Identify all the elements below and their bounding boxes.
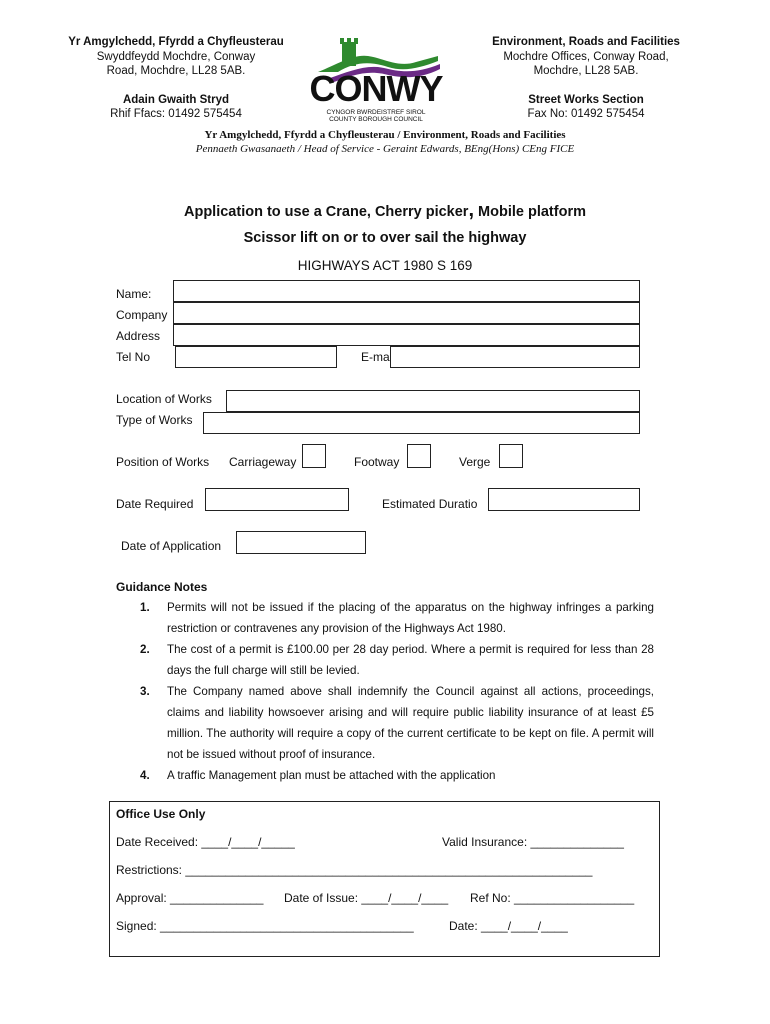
office-date-field[interactable]: Date: ____/____/____ [449,919,568,933]
form-title [0,199,770,222]
header-left-section: Adain Gwaith Stryd [122,93,230,106]
name-input[interactable] [173,280,640,302]
duration-label: Estimated Duratio [382,497,478,511]
type-label: Type of Works [116,413,193,427]
signed-field[interactable]: Signed: ______________________________________ [116,919,414,933]
header-left [60,35,292,122]
email-input[interactable] [390,346,640,368]
guidance-item-3: The Company named above shall indemnify the Council against all actions, proceedings, claims and liability howsoever arising and will require public liability insurance of at least £5 million. The authority will require a copy of the current certificate to be kept on file. A permit will not be issued without proof of insurance. [167,685,654,761]
verge-label: Verge [459,455,491,469]
date-application-label: Date of Application [121,539,222,553]
date-required-label: Date Required [116,497,194,511]
date-received-field[interactable]: Date Received: ____/____/_____ [116,835,295,849]
footway-checkbox[interactable] [407,444,431,468]
location-input[interactable] [226,390,640,412]
guidance-item-1: Permits will not be issued if the placing of the apparatus on the highway infringes a parking restriction or contravenes any provision of the Highways Act 1980. [167,601,654,635]
verge-checkbox[interactable] [499,444,523,468]
date-application-input[interactable] [236,531,366,554]
form-subtitle: Scissor lift on or to over sail the highway [243,230,527,246]
logo-sub-english: COUNTY BOROUGH COUNCIL [329,116,423,123]
header-right-title: Environment, Roads and Facilities [492,36,680,48]
header-left-fax: Rhif Ffacs: 01492 575454 [110,108,242,120]
carriageway-checkbox[interactable] [302,444,326,468]
duration-input[interactable] [488,488,640,511]
logo-sub-welsh: CYNGOR BWRDEISTREF SIROL [326,109,426,116]
type-input[interactable] [203,412,640,434]
address-input[interactable] [173,324,640,346]
name-label: Name: [116,287,152,301]
header-right-address-2: Mochdre, LL28 5AB. [533,65,639,77]
approval-field[interactable]: Approval: ______________ [116,891,264,905]
form-title-part2: Mobile platform [474,204,586,220]
company-label: Company [116,308,168,322]
guidance-num-3: 3. [140,685,150,698]
guidance-item-2: The cost of a permit is £100.00 per 28 day period. Where a permit is required for less than 28 days the full charge will still be levied. [167,643,654,677]
logo-wordmark: CONWY [309,68,443,109]
guidance-num-2: 2. [140,643,150,656]
form-title-comma: , [468,199,475,221]
guidance-num-1: 1. [140,601,150,614]
valid-insurance-field[interactable]: Valid Insurance: ______________ [442,835,624,849]
guidance-num-4: 4. [140,769,150,782]
header-right-fax: Fax No: 01492 575454 [527,108,645,120]
guidance-title: Guidance Notes [116,580,208,594]
header-right [470,35,702,122]
header-left-title: Yr Amgylchedd, Ffyrdd a Chyfleusterau [68,36,284,48]
location-label: Location of Works [116,392,212,406]
header-right-section: Street Works Section [528,93,644,106]
ref-no-field[interactable]: Ref No: __________________ [470,891,635,905]
email-label: E-ma [361,350,390,364]
header-right-address-1: Mochdre Offices, Conway Road, [503,50,669,63]
head-of-service-line: Pennaeth Gwasanaeth / Head of Service - Geraint Edwards, BEng(Hons) CEng FICE [195,143,575,155]
form-title-part1: Application to use a Crane, Cherry picker [184,204,469,220]
act-reference: HIGHWAYS ACT 1980 S 169 [297,258,473,273]
office-use-box [109,801,660,957]
address-label: Address [116,329,161,343]
tel-input[interactable] [175,346,337,368]
company-input[interactable] [173,302,640,324]
header-left-address-1: Swyddfeydd Mochdre, Conway [96,50,256,63]
guidance-item-4: A traffic Management plan must be attached with the application [167,769,496,782]
department-line: Yr Amgylchedd, Ffyrdd a Chyfleusterau / Environment, Roads and Facilities [204,129,566,141]
restrictions-field[interactable]: Restrictions: _____________________________________________________________ [116,863,593,877]
office-use-title: Office Use Only [116,807,206,821]
tel-label: Tel No [116,350,151,364]
carriageway-label: Carriageway [229,455,297,469]
date-of-issue-field[interactable]: Date of Issue: ____/____/____ [284,891,449,905]
footway-label: Footway [354,455,400,469]
header-left-address-2: Road, Mochdre, LL28 5AB. [106,65,246,77]
date-required-input[interactable] [205,488,349,511]
conwy-logo [308,34,444,126]
position-label: Position of Works [116,455,210,469]
